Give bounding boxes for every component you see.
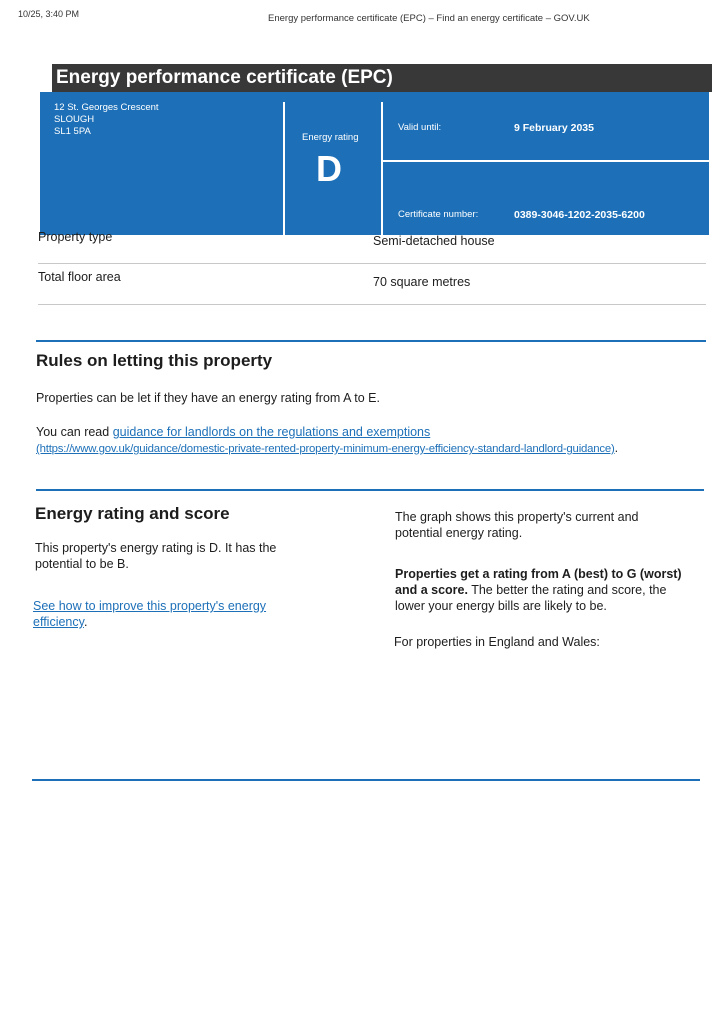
epc-divider: [283, 102, 285, 235]
property-type-label: Property type: [38, 230, 113, 244]
property-type-value: Semi-detached house: [373, 234, 495, 248]
row-divider: [38, 263, 706, 264]
floor-area-value: 70 square metres: [373, 275, 471, 289]
energy-rating-text: This property's energy rating is D. It has the potential to be B.: [35, 541, 277, 571]
certificate-number-value: 0389-3046-1202-2035-6200: [514, 209, 645, 221]
print-page-title: Energy performance certificate (EPC) – Find an energy certificate – GOV.UK: [268, 13, 590, 24]
section-divider: [32, 779, 700, 781]
print-date: 10/25, 3:40 PM: [18, 9, 80, 19]
valid-until-label: Valid until:: [398, 122, 442, 133]
guidance-prefix: You can read: [36, 425, 113, 439]
england-wales-note: For properties in England and Wales:: [394, 635, 600, 649]
letting-rules-heading: Rules on letting this property: [36, 351, 273, 370]
graph-description: The graph shows this property's current and potential energy rating.: [395, 510, 639, 540]
valid-until-value: 9 February 2035: [514, 122, 594, 134]
energy-rating-heading: Energy rating and score: [35, 504, 230, 523]
rating-explanation: [395, 566, 690, 614]
address-line: SL1 5PA: [54, 126, 91, 137]
epc-divider: [381, 102, 383, 235]
row-divider: [38, 304, 706, 305]
epc-divider: [383, 160, 709, 162]
epc-summary-box: [40, 92, 709, 235]
address-line: 12 St. Georges Crescent: [54, 102, 159, 113]
certificate-number-label: Certificate number:: [398, 209, 479, 220]
landlord-guidance-link[interactable]: guidance for landlords on the regulations and exemptions: [112, 425, 431, 439]
letting-rules-text: Properties can be let if they have an energy rating from A to E.: [36, 391, 380, 405]
energy-rating-value: D: [316, 148, 342, 189]
energy-rating-label: Energy rating: [302, 132, 359, 143]
floor-area-label: Total floor area: [38, 270, 121, 284]
rating-explanation-bold: Properties get a rating from A (best) to G (worst) and a score.: [395, 567, 682, 597]
guidance-suffix: .: [614, 441, 619, 455]
improve-efficiency-link[interactable]: See how to improve this property's energy efficiency: [33, 599, 267, 629]
landlord-guidance-paragraph: [36, 424, 696, 457]
improve-efficiency-paragraph: [33, 598, 303, 630]
rating-explanation-rest: The better the rating and score, the lower your energy bills are likely to be.: [395, 583, 667, 613]
property-address: [54, 102, 159, 138]
epc-heading: Energy performance certificate (EPC): [52, 64, 712, 92]
landlord-guidance-url-link[interactable]: (https://www.gov.uk/guidance/domestic-private-rented-property-minimum-energy-efficiency-standard-landlord-guidance): [36, 443, 615, 455]
section-divider: [36, 489, 704, 491]
section-divider: [36, 340, 706, 342]
address-line: SLOUGH: [54, 114, 95, 125]
improve-suffix: .: [83, 615, 88, 629]
